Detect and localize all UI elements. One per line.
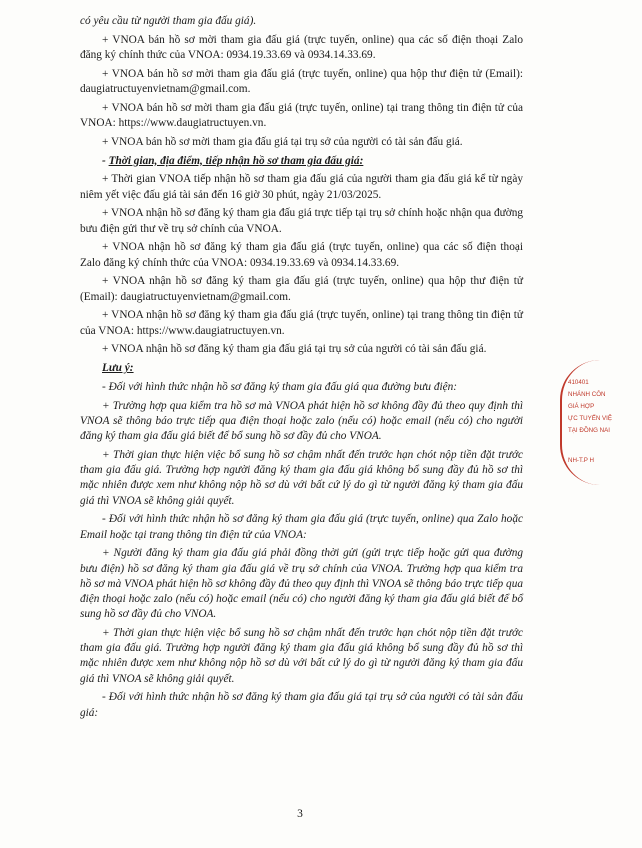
paragraph-text: + VNOA bán hồ sơ mời tham gia đấu giá (trực tuyến, online) tại trang thông tin điện tử của VNOA: https://www.daugiatructuyen.vn. bbox=[80, 101, 523, 129]
paragraph-17 bbox=[80, 546, 523, 622]
red-seal-stamp bbox=[560, 360, 642, 485]
paragraph-text: + Thời gian thực hiện việc bổ sung hồ sơ chậm nhất đến trước hạn chót nộp tiền đặt trước tham gia đấu giá. Trường hợp người đăng ký tham gia đấu giá không bổ sung đầy đủ hồ sơ thì mặc nhiên được xem như không nộp hồ sơ dù với bất cứ lý do gì từ người đăng ký tham gia đấu giá thì VNOA sẽ không giải quyết. bbox=[80, 627, 523, 685]
paragraph-2 bbox=[80, 67, 523, 97]
stamp-line: TẠI ĐỒNG NAI bbox=[568, 427, 610, 434]
paragraph-18 bbox=[80, 626, 523, 687]
paragraph-10 bbox=[80, 308, 523, 338]
stamp-line: GIÁ HỢP bbox=[568, 403, 595, 410]
paragraph-9 bbox=[80, 274, 523, 304]
paragraph-14 bbox=[80, 399, 523, 445]
paragraph-5 bbox=[80, 154, 523, 169]
paragraph-text: + VNOA nhận hồ sơ đăng ký tham gia đấu giá (trực tuyến, online) tại trang thông tin điện tử của VNOA: https://www.daugiatructuyen.vn. bbox=[80, 309, 523, 337]
paragraph-8 bbox=[80, 240, 523, 270]
paragraph-text: có yêu cầu từ người tham gia đấu giá). bbox=[80, 15, 257, 27]
paragraph-text: - Đối với hình thức nhận hồ sơ đăng ký tham gia đấu giá (trực tuyến, online) qua Zalo hoặc Email hoặc tại trang thông tin điện tử của VNOA: bbox=[80, 513, 523, 541]
stamp-line: ỰC TUYẾN VIỆ bbox=[568, 415, 613, 422]
page-number: 3 bbox=[297, 808, 303, 820]
stamp-line: 410401 bbox=[568, 379, 589, 386]
paragraph-19 bbox=[80, 690, 523, 720]
paragraph-text: + Thời gian VNOA tiếp nhận hồ sơ tham gia đấu giá của người tham gia đấu giá kể từ ngày niêm yết việc đấu giá tài sản đến 16 giờ 30 phút, ngày 21/03/2025. bbox=[80, 173, 523, 201]
paragraph-1 bbox=[80, 33, 523, 63]
paragraph-12 bbox=[80, 361, 523, 376]
paragraph-text: + Trường hợp qua kiểm tra hồ sơ mà VNOA phát hiện hồ sơ không đầy đủ theo quy định thì VNOA sẽ thông báo trực tiếp qua điện thoại hoặc zalo (nếu có) hoặc email (nếu có) cho người đăng ký tham gia đấu giá biết để bổ sung hồ sơ đầy đủ cho VNOA. bbox=[80, 399, 523, 443]
paragraph-text: - Đối với hình thức nhận hồ sơ đăng ký tham gia đấu giá qua đường bưu điện: bbox=[102, 380, 458, 393]
paragraph-text: + Người đăng ký tham gia đấu giá phải đồng thời gửi (gửi trực tiếp hoặc gửi qua đường bưu điện) hồ sơ đăng ký tham gia đấu giá về trụ sở chính của VNOA. Trường hợp qua kiểm tra hồ sơ mà VNOA phát hiện hồ sơ không đầy đủ theo quy định thì VNOA sẽ thông báo trực tiếp qua điện thoại hoặc zalo (nếu có) hoặc email (nếu có) cho người đăng ký tham gia đấu giá biết để bổ sung hồ sơ đầy đủ cho VNOA. bbox=[80, 547, 523, 621]
paragraph-6 bbox=[80, 172, 523, 202]
stamp-line: NH-T.P H bbox=[568, 457, 595, 464]
paragraph-13 bbox=[80, 380, 523, 395]
paragraph-text: + VNOA nhận hồ sơ đăng ký tham gia đấu giá trực tiếp tại trụ sở chính hoặc nhận qua đường bưu điện gửi thư về trụ sở chính của VNOA. bbox=[80, 207, 523, 235]
paragraph-16 bbox=[80, 512, 523, 542]
paragraph-text: - Thời gian, địa điểm, tiếp nhận hồ sơ tham gia đấu giá: bbox=[102, 154, 364, 167]
paragraph-11 bbox=[80, 342, 523, 357]
paragraph-15 bbox=[80, 448, 523, 509]
paragraph-text: Lưu ý: bbox=[102, 362, 134, 375]
paragraph-text: + VNOA nhận hồ sơ đăng ký tham gia đấu giá tại trụ sở của người có tài sản đấu giá. bbox=[102, 343, 487, 356]
paragraph-text: + VNOA nhận hồ sơ đăng ký tham gia đấu giá (trực tuyến, online) qua hộp thư điện tử (Email): daugiatructuyenvietnam@gmail.com. bbox=[80, 275, 523, 303]
paragraph-text: + Thời gian thực hiện việc bổ sung hồ sơ chậm nhất đến trước hạn chót nộp tiền đặt trước tham gia đấu giá. Trường hợp người đăng ký tham gia đấu giá không bổ sung đầy đủ hồ sơ thì mặc nhiên được xem như không nộp hồ sơ dù với bất cứ lý do gì từ người đăng ký tham gia đấu giá thì VNOA sẽ không giải quyết. bbox=[80, 448, 523, 507]
paragraph-text: + VNOA bán hồ sơ mời tham gia đấu giá tại trụ sở của người có tài sản đấu giá. bbox=[102, 135, 463, 148]
paragraph-4 bbox=[80, 135, 523, 150]
paragraph-text: + VNOA bán hồ sơ mời tham gia đấu giá (trực tuyến, online) qua các số điện thoại Zalo đăng ký chính thức của VNOA: 0934.19.33.69 và 0934.14.33.69. bbox=[80, 33, 523, 61]
paragraph-7 bbox=[80, 206, 523, 236]
stamp-line: NHÁNH CÔN bbox=[568, 391, 606, 398]
paragraph-text: + VNOA bán hồ sơ mời tham gia đấu giá (trực tuyến, online) qua hộp thư điện tử (Email): daugiatructuyenvietnam@gmail.com. bbox=[80, 67, 523, 95]
paragraph-0 bbox=[80, 14, 523, 29]
paragraph-3 bbox=[80, 101, 523, 131]
paragraph-text: - Đối với hình thức nhận hồ sơ đăng ký tham gia đấu giá tại trụ sở của người có tài sản đấu giá: bbox=[80, 691, 523, 719]
document-body bbox=[80, 14, 523, 724]
paragraph-text: + VNOA nhận hồ sơ đăng ký tham gia đấu giá (trực tuyến, online) qua các số điện thoại Zalo đăng ký chính thức của VNOA: 0934.19.33.69 và 0934.14.33.69. bbox=[80, 241, 523, 269]
